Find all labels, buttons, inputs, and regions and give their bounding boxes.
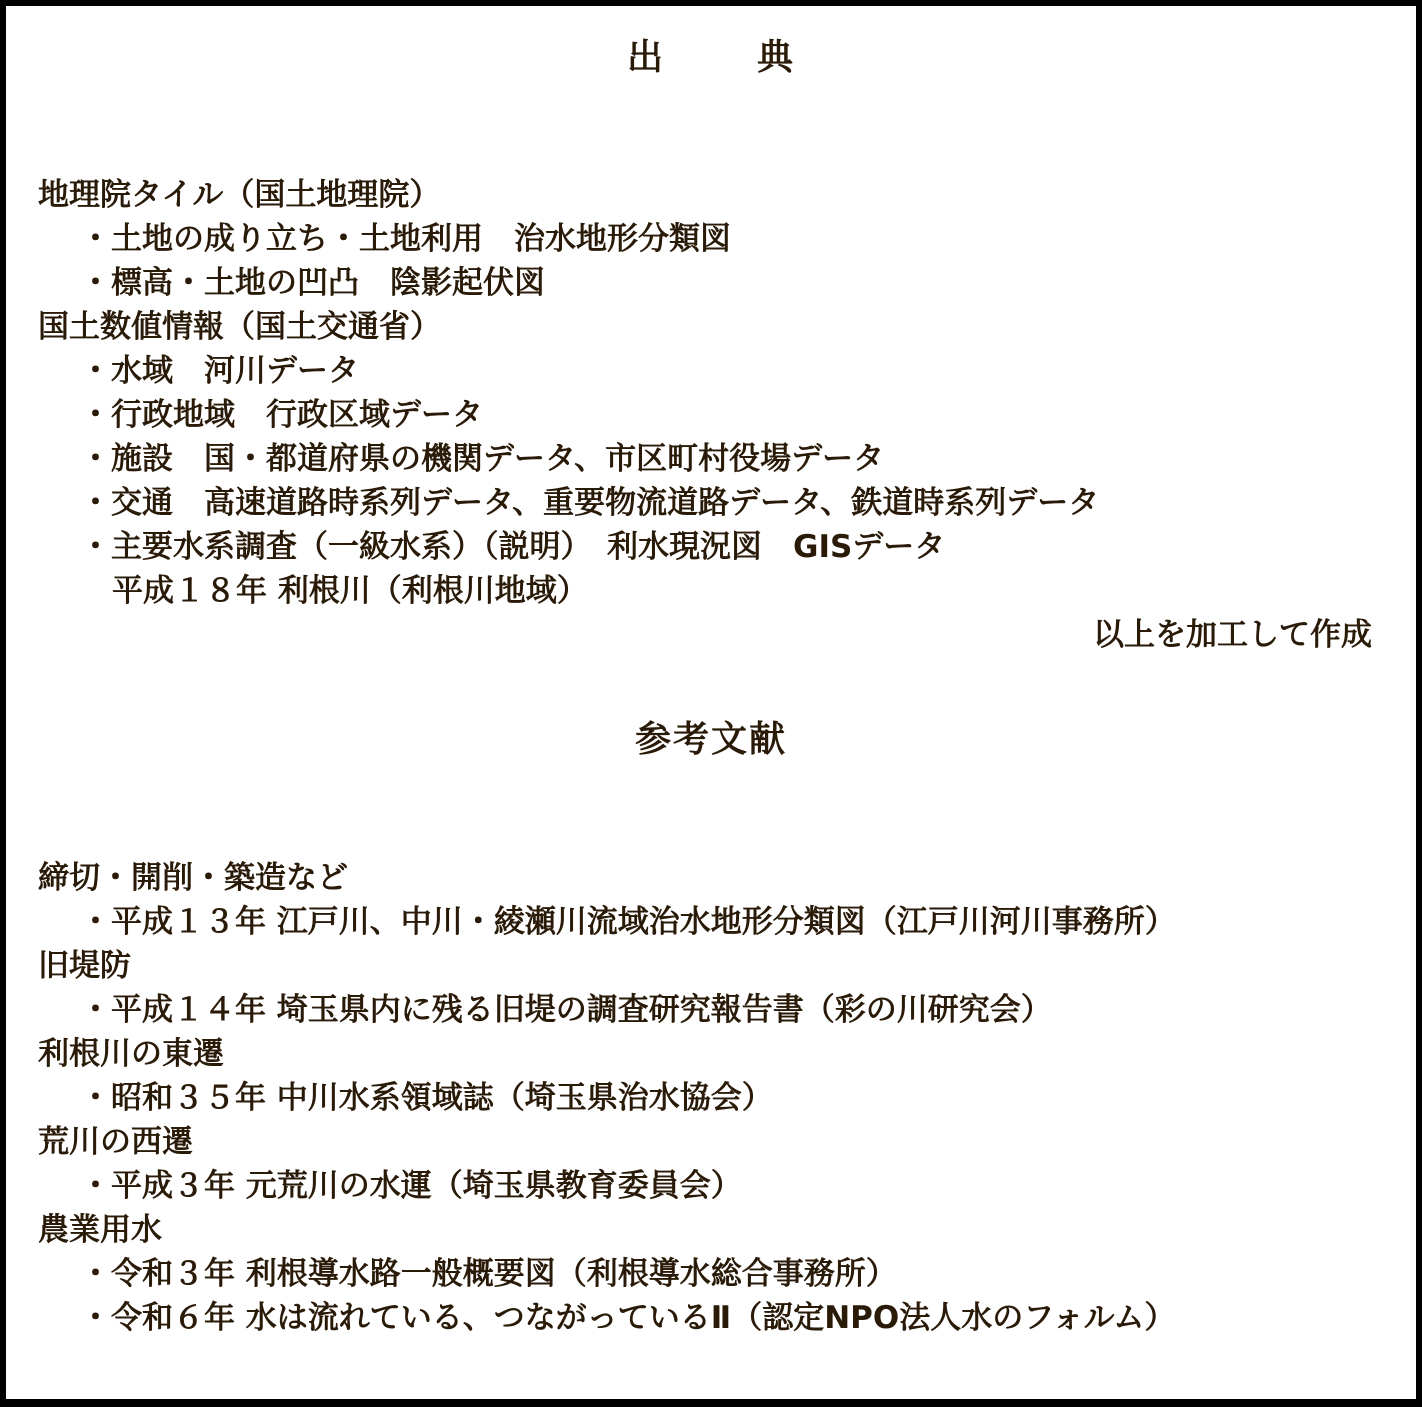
sources-heading-right: 典 [757, 37, 796, 78]
category-heading: 国土数値情報（国土交通省） [38, 309, 441, 345]
category-heading: 締切・開削・築造など [38, 860, 348, 896]
list-item: ・施設 国・都道府県の機関データ、市区町村役場データ [80, 441, 885, 477]
list-item: ・交通 高速道路時系列データ、重要物流道路データ、鉄道時系列データ [80, 485, 1100, 521]
list-item: ・水域 河川データ [80, 353, 359, 389]
category-heading: 利根川の東遷 [38, 1036, 224, 1072]
category-heading: 旧堤防 [38, 948, 131, 984]
document-page [6, 6, 1416, 1399]
list-item: ・令和６年 水は流れている、つながっているⅡ（認定NPO法人水のフォルム） [80, 1300, 1176, 1336]
sources-list [38, 173, 1378, 657]
category-heading: 農業用水 [38, 1212, 162, 1248]
list-item: ・平成１３年 江戸川、中川・綾瀬川流域治水地形分類図（江戸川河川事務所） [80, 904, 1176, 940]
references-heading: 参考文献 [634, 719, 787, 760]
list-item: ・平成３年 元荒川の水運（埼玉県教育委員会） [80, 1168, 742, 1204]
category-heading: 地理院タイル（国土地理院） [38, 177, 441, 213]
list-item: ・土地の成り立ち・土地利用 治水地形分類図 [80, 221, 731, 257]
list-item: ・平成１４年 埼玉県内に残る旧堤の調査研究報告書（彩の川研究会） [80, 992, 1052, 1028]
list-item: ・昭和３５年 中川水系領域誌（埼玉県治水協会） [80, 1080, 773, 1116]
references-list [38, 856, 1378, 1340]
list-item: ・標高・土地の凹凸 陰影起伏図 [80, 265, 545, 301]
list-item: 平成１８年 利根川（利根川地域） [112, 573, 588, 609]
category-heading: 荒川の西遷 [38, 1124, 193, 1160]
list-item: ・行政地域 行政区域データ [80, 397, 483, 433]
list-item: ・令和３年 利根導水路一般概要図（利根導水総合事務所） [80, 1256, 897, 1292]
list-item: ・主要水系調査（一級水系）（説明） 利水現況図 GISデータ [80, 529, 946, 565]
sources-heading-left: 出 [626, 37, 665, 78]
sources-heading [6, 36, 1416, 80]
credit-note: 以上を加工して作成 [1093, 617, 1372, 653]
